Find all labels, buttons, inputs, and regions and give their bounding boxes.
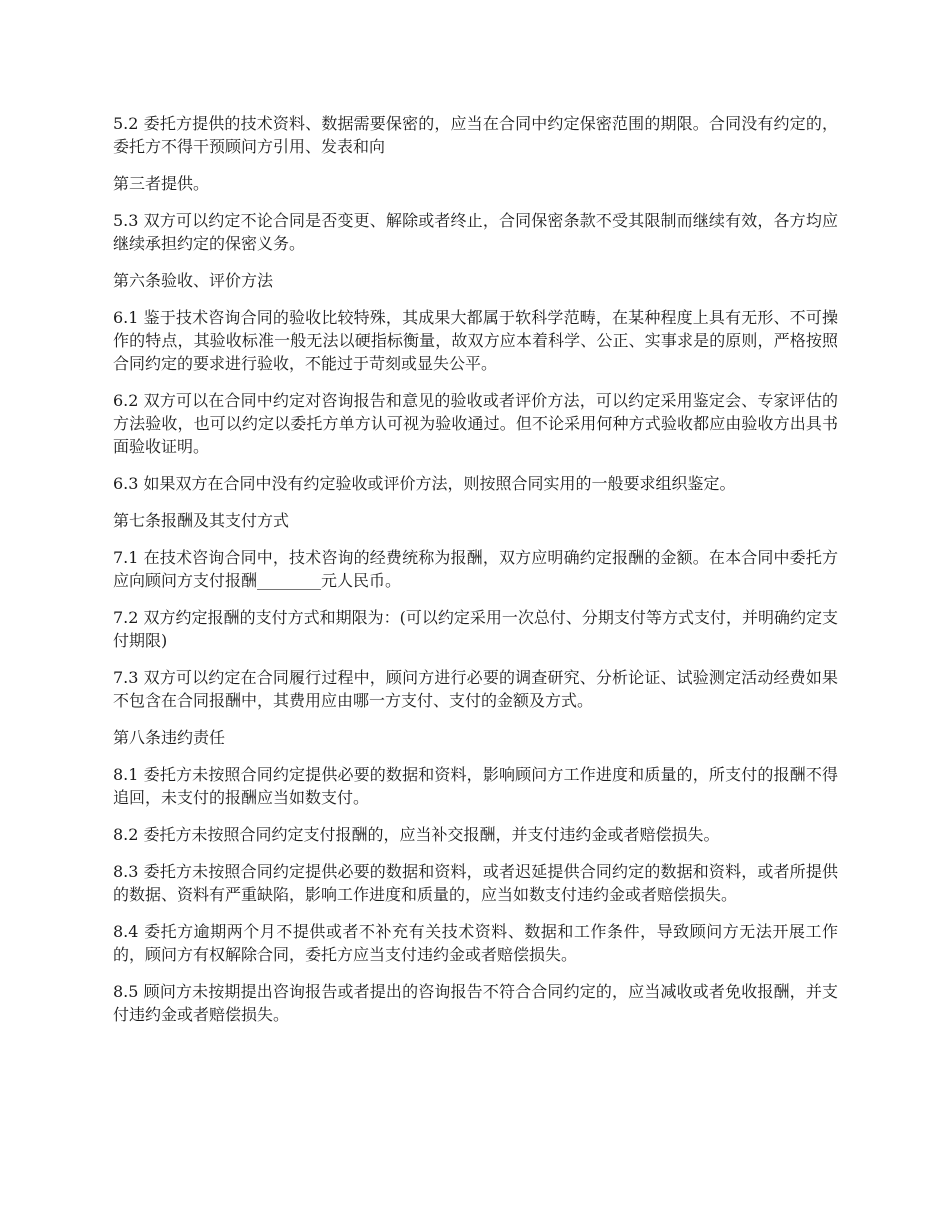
clause-5-2: 5.2 委托方提供的技术资料、数据需要保密的，应当在合同中约定保密范围的期限。合同没有约定的，委托方不得干预顾问方引用、发表和向: [113, 114, 838, 156]
clause-8-3: 8.3 委托方未按照合同约定提供必要的数据和资料，或者迟延提供合同约定的数据和资料，或者所提供的数据、资料有严重缺陷，影响工作进度和质量的，应当如数支付违约金或者赔偿损失。: [113, 862, 838, 904]
clause-5-2-continued: 第三者提供。: [113, 174, 210, 193]
clause-8-2: 8.2 委托方未按照合同约定支付报酬的，应当补交报酬，并支付违约金或者赔偿损失。: [113, 825, 720, 844]
clause-7-1: 7.1 在技术咨询合同中，技术咨询的经费统称为报酬，双方应明确约定报酬的金额。在本合同中委托方应向顾问方支付报酬________元人民币。: [113, 548, 838, 590]
clause-5-3: 5.3 双方可以约定不论合同是否变更、解除或者终止，合同保密条款不受其限制而继续有效，各方均应继续承担约定的保密义务。: [113, 211, 838, 253]
section-heading-article-7: 第七条报酬及其支付方式: [113, 511, 290, 530]
clause-6-3: 6.3 如果双方在合同中没有约定验收或评价方法，则按照合同实用的一般要求组织鉴定。: [113, 474, 736, 493]
section-heading-article-6: 第六条验收、评价方法: [113, 271, 274, 290]
clause-7-2: 7.2 双方约定报酬的支付方式和期限为：(可以约定采用一次总付、分期支付等方式支付，并明确约定支付期限): [113, 608, 838, 650]
clause-6-2: 6.2 双方可以在合同中约定对咨询报告和意见的验收或者评价方法，可以约定采用鉴定会、专家评估的方法验收，也可以约定以委托方单方认可视为验收通过。但不论采用何种方式验收都应由验收方出具书面验收证明。: [113, 391, 838, 456]
clause-8-4: 8.4 委托方逾期两个月不提供或者不补充有关技术资料、数据和工作条件，导致顾问方无法开展工作的，顾问方有权解除合同，委托方应当支付违约金或者赔偿损失。: [113, 922, 838, 964]
section-heading-article-8: 第八条违约责任: [113, 728, 226, 747]
document-page: [113, 112, 838, 1040]
clause-8-5: 8.5 顾问方未按期提出咨询报告或者提出的咨询报告不符合合同约定的，应当减收或者免收报酬，并支付违约金或者赔偿损失。: [113, 982, 838, 1024]
clause-8-1: 8.1 委托方未按照合同约定提供必要的数据和资料，影响顾问方工作进度和质量的，所支付的报酬不得追回，未支付的报酬应当如数支付。: [113, 765, 838, 807]
clause-6-1: 6.1 鉴于技术咨询合同的验收比较特殊，其成果大都属于软科学范畴，在某种程度上具有无形、不可操作的特点，其验收标准一般无法以硬指标衡量，故双方应本着科学、公正、实事求是的原则，严格按照合同约定的要求进行验收，不能过于苛刻或显失公平。: [113, 308, 838, 373]
clause-7-3: 7.3 双方可以约定在合同履行过程中，顾问方进行必要的调查研究、分析论证、试验测定活动经费如果不包含在合同报酬中，其费用应由哪一方支付、支付的金额及方式。: [113, 668, 838, 710]
